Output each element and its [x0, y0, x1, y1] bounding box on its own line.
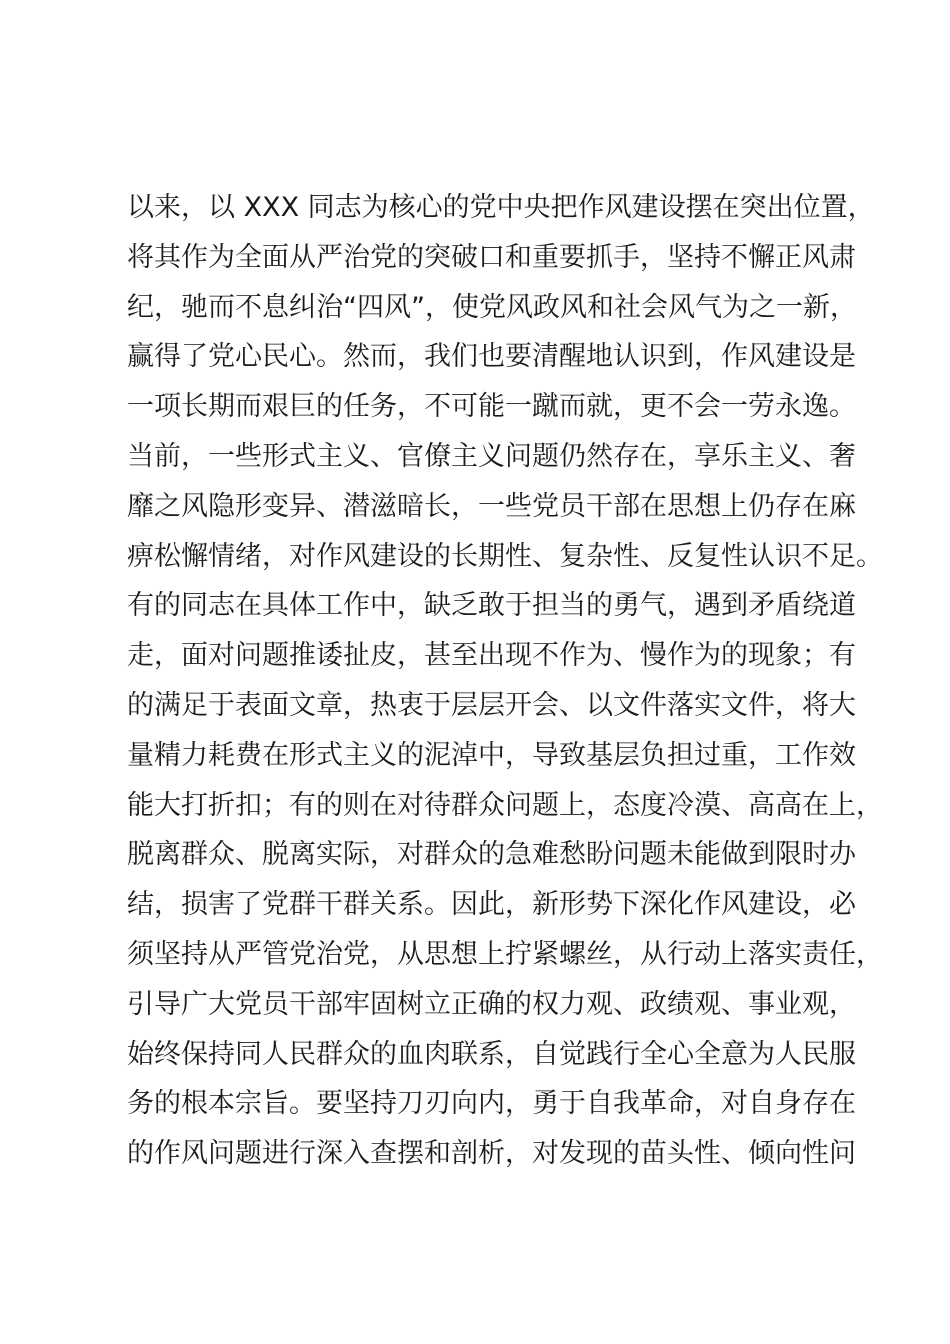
body-paragraph	[127, 183, 883, 1179]
text-line-20: 的作风问题进行深入查摆和剖析，对发现的苗头性、倾向性问	[127, 1138, 856, 1170]
text-line-18: 始终保持同人民群众的血肉联系，自觉践行全心全意为人民服	[127, 1038, 856, 1070]
text-line-2: 将其作为全面从严治党的突破口和重要抓手，坚持不懈正风肃	[127, 241, 856, 273]
text-line-9: 有的同志在具体工作中，缺乏敢于担当的勇气，遇到矛盾绕道	[127, 590, 856, 622]
text-line-7: 靡之风隐形变异、潜滋暗长，一些党员干部在思想上仍存在麻	[127, 490, 856, 522]
text-line-5: 一项长期而艰巨的任务，不可能一蹴而就，更不会一劳永逸。	[127, 391, 856, 423]
text-line-1: 以来，以 XXX 同志为核心的党中央把作风建设摆在突出位置，	[127, 192, 875, 223]
text-line-10: 走，面对问题推诿扯皮，甚至出现不作为、慢作为的现象；有	[127, 640, 856, 672]
text-line-8: 痹松懈情绪，对作风建设的长期性、复杂性、反复性认识不足。	[127, 540, 883, 572]
text-line-6: 当前，一些形式主义、官僚主义问题仍然存在，享乐主义、奢	[127, 440, 856, 472]
text-line-12: 量精力耗费在形式主义的泥淖中，导致基层负担过重，工作效	[127, 739, 856, 771]
text-line-14: 脱离群众、脱离实际，对群众的急难愁盼问题未能做到限时办	[127, 839, 856, 871]
text-line-17: 引导广大党员干部牢固树立正确的权力观、政绩观、事业观，	[127, 988, 856, 1020]
text-line-16: 须坚持从严管党治党，从思想上拧紧螺丝，从行动上落实责任，	[127, 938, 883, 970]
text-line-4: 赢得了党心民心。然而，我们也要清醒地认识到，作风建设是	[127, 341, 856, 373]
text-line-11: 的满足于表面文章，热衷于层层开会、以文件落实文件，将大	[127, 689, 856, 721]
text-line-15: 结，损害了党群干群关系。因此，新形势下深化作风建设，必	[127, 889, 856, 921]
text-line-19: 务的根本宗旨。要坚持刀刃向内，勇于自我革命，对自身存在	[127, 1088, 856, 1120]
text-line-13: 能大打折扣；有的则在对待群众问题上，态度冷漠、高高在上，	[127, 789, 883, 821]
text-line-3: 纪，驰而不息纠治“四风”，使党风政风和社会风气为之一新，	[127, 291, 857, 323]
